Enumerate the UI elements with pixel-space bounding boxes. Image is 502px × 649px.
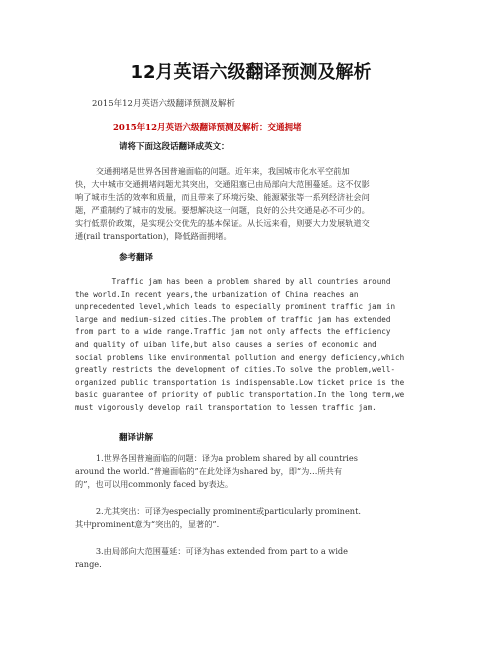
chinese-line: 快，大中城市交通拥堵问题尤其突出，交通阻塞已由局部向大范围蔓延。这不仅影 bbox=[75, 179, 370, 189]
document-subtitle: 2015年12月英语六级翻译预测及解析 bbox=[92, 99, 235, 109]
english-translation bbox=[75, 276, 435, 415]
explanation-point-2 bbox=[75, 505, 435, 531]
translation-line: from part to a wide range.Traffic jam not only affects the efficiency bbox=[75, 327, 391, 337]
explanation-label: 翻译讲解 bbox=[119, 433, 154, 443]
chinese-line: 交通拥堵是世界各国普遍面临的问题。近年来，我国城市化水平空前加 bbox=[75, 166, 350, 176]
document-title: 12月英语六级翻译预测及解析 bbox=[130, 62, 372, 83]
instruction-label: 请将下面这段话翻译成英文： bbox=[119, 142, 230, 152]
translation-line: the world.In recent years,the urbanization of China reaches an bbox=[75, 289, 359, 299]
point-line: 2.尤其突出：可译为especially prominent或particularly prominent. bbox=[75, 506, 361, 516]
section-heading: 2015年12月英语六级翻译预测及解析：交通拥堵 bbox=[113, 123, 302, 133]
translation-line: organized public transportation is indispensable.Low ticket price is the bbox=[75, 377, 405, 387]
point-line: 3.由局部向大范围蔓延：可译为has extended from part to a wide bbox=[75, 546, 349, 556]
reference-label: 参考翻译 bbox=[119, 253, 154, 263]
translation-line: must vigorously develop rail transportation to lessen traffic jam. bbox=[75, 402, 377, 412]
translation-line: social problems like environmental pollution and energy deficiency,which bbox=[75, 352, 405, 362]
chinese-line: 实行低票价政策，是实现公交优先的基本保证。从长远来看，则要大力发展轨道交 bbox=[75, 218, 370, 228]
chinese-line: 题，严重制约了城市的发展。要想解决这一问题，良好的公共交通是必不可少的。 bbox=[75, 205, 370, 215]
point-line: range. bbox=[75, 559, 102, 569]
translation-line: unprecedented level,which leads to especially prominent traffic jam in bbox=[75, 302, 396, 312]
translation-line: large and medium-sized cities.The problem of traffic jam has extended bbox=[75, 314, 391, 324]
translation-line: and quality of uiban life,but also causes a series of economic and bbox=[75, 339, 377, 349]
chinese-passage bbox=[75, 165, 435, 243]
chinese-line: 响了城市生活的效率和质量，而且带来了环境污染、能源紧张等一系列经济社会问 bbox=[75, 192, 370, 202]
translation-line: Traffic jam has been a problem shared by all countries around bbox=[75, 277, 391, 286]
chinese-line: 通(rail transportation)，降低路面拥堵。 bbox=[75, 231, 232, 241]
translation-line: greatly restricts the development of cities.To solve the problem,well- bbox=[75, 365, 396, 375]
translation-line: basic guarantee of priority of public transportation.In the long term,we bbox=[75, 390, 405, 400]
point-line: around the world.“普遍面临的”在此处译为shared by，即“为…所共有 bbox=[75, 466, 343, 476]
point-line: 其中prominent意为“突出的，显著的”. bbox=[75, 519, 220, 529]
explanation-point-1 bbox=[75, 452, 435, 491]
point-line: 1.世界各国普遍面临的问题：译为a problem shared by all countries bbox=[75, 453, 358, 463]
point-line: 的”，也可以用commonly faced by表达。 bbox=[75, 479, 234, 489]
explanation-point-3 bbox=[75, 545, 435, 571]
